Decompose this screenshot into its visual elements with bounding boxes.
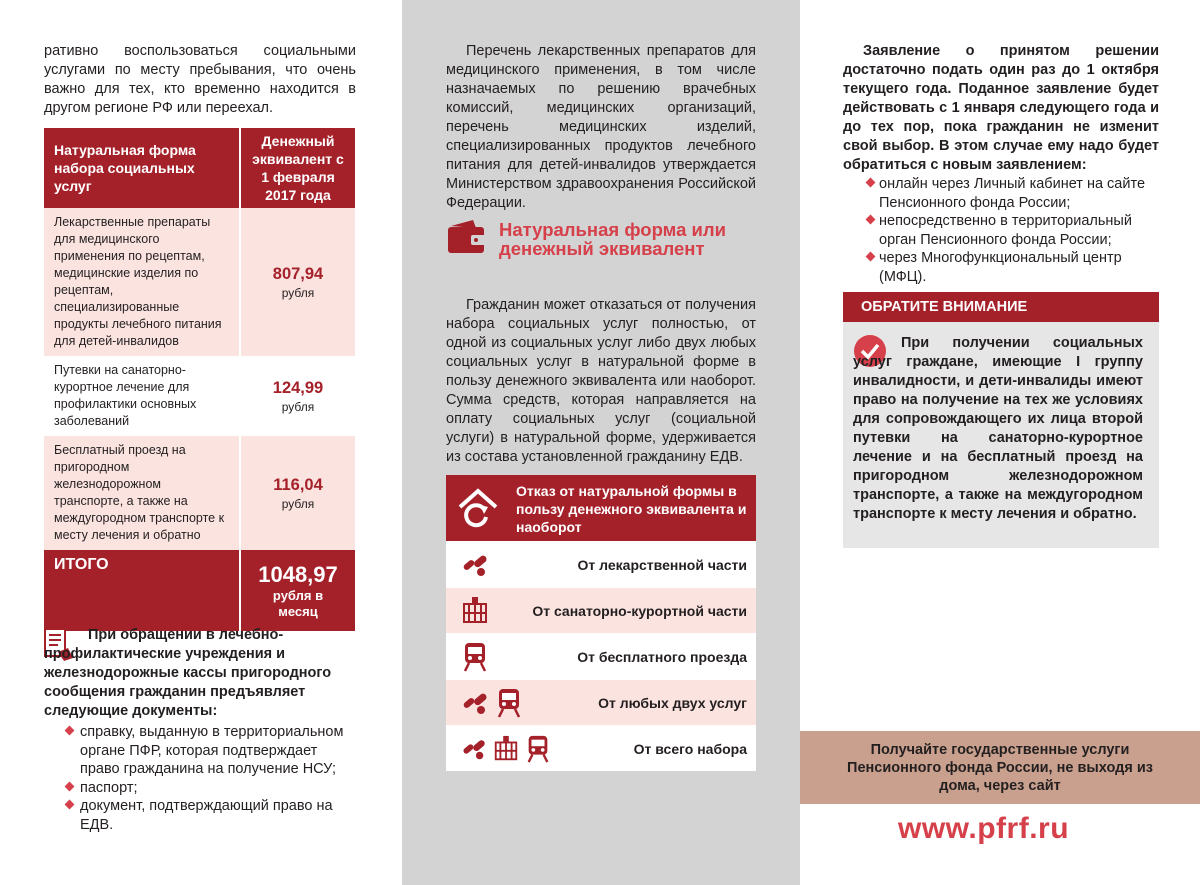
documents-lead: При обращении в лечебно-профилактические учреждения и железнодорожные кассы пригородного сообщения гражданин предъявляет следующие документы: — [44, 627, 332, 719]
sanatorium-icon — [492, 734, 520, 764]
diamond-bullet-icon — [65, 726, 75, 736]
pills-icon — [460, 734, 488, 764]
table-row — [44, 436, 355, 550]
list-item: документ, подтверждающий право на ЕДВ. — [44, 797, 356, 834]
application-section — [843, 42, 1159, 286]
option-row — [446, 541, 756, 587]
list-item: паспорт; — [44, 779, 356, 798]
refuse-text: Гражданин может отказаться от получения набора социальных услуг полностью, от одной из социальных услуг либо двух любых социальных услуг в натуральной форме в пользу денежного эквивалента или наоборот. Сумма средств, которая направляется на оплату социальных услуг (социальной услуги) в натуральной форме, удерживается из состава установленной гражданину ЕДВ. — [446, 297, 756, 465]
attention-text: При получении социальных услуг граждане, имеющие I группу инвалидности, и дети-инвалиды имеют право на получение на тех же условиях для сопровождающего их лица второй путевки на санаторно-курортное лечение и на бесплатный проезд на пригородном железнодорожном транспорте, а также на междугородном транспорте к месту лечения и обратно. — [853, 335, 1143, 522]
option-label: От санаторно-курортной части — [532, 602, 747, 619]
option-label: От всего набора — [633, 740, 747, 757]
list-item: через Многофункциональный центр (МФЦ). — [843, 249, 1159, 286]
intro-text-middle: Перечень лекарственных препаратов для медицинского применения, в том числе назначаемых по решению врачебных комиссий, медицинских организаций, перечень медицинских изделий, специализированных продуктов лечебного питания для детей-инвалидов утверждается Министерством здравоохранения Российской Федерации. — [446, 43, 756, 211]
diamond-bullet-icon — [866, 252, 876, 262]
table-header-natural: Натуральная форма набора социальных услуг — [44, 128, 240, 208]
row-price: 807,94 — [272, 264, 324, 283]
documents-section — [44, 626, 356, 834]
row-label: Лекарственные препараты для медицинского применения по рецептам, медицинские изделия по рецептам, специализированные продукты лечебного питания для детей-инвалидов — [44, 208, 240, 356]
option-label: От любых двух услуг — [598, 694, 747, 711]
row-unit: рубля — [281, 285, 315, 300]
option-row — [446, 679, 756, 725]
options-box — [446, 475, 756, 771]
application-text: Заявление о принятом решении достаточно подать один раз до 1 октября текущего года. Поданное заявление будет действовать с 1 января следующего года и до тех пор, пока гражданин не изменит свой выбор. В этом случае ему надо будет обратиться с новым заявлением: — [843, 43, 1159, 173]
house-return-icon — [456, 487, 500, 534]
attention-title: ОБРАТИТЕ ВНИМАНИЕ — [843, 292, 1159, 322]
train-icon — [494, 687, 524, 719]
options-header — [446, 475, 756, 541]
diamond-bullet-icon — [866, 178, 876, 188]
section-title: Натуральная форма или денежный эквивалент — [499, 219, 726, 259]
pills-icon — [460, 550, 490, 580]
total-unit: рубля в месяц — [272, 587, 324, 619]
option-label: От лекарственной части — [577, 556, 747, 573]
total-label: ИТОГО — [44, 550, 240, 631]
diamond-bullet-icon — [866, 215, 876, 225]
table-row — [44, 356, 355, 436]
row-price: 124,99 — [272, 378, 324, 397]
option-row — [446, 725, 756, 771]
intro-text-left: ративно воспользоваться социальными услугами по месту пребывания, что очень важно для тех, кто временно находится в другом регионе РФ или переехал. — [44, 43, 356, 116]
list-item: онлайн через Личный кабинет на сайте Пенсионного фонда России; — [843, 175, 1159, 212]
option-label: От бесплатного проезда — [577, 648, 747, 665]
options-title: Отказ от натуральной формы в пользу денежного эквивалента и наоборот — [516, 483, 747, 535]
wallet-icon — [445, 218, 489, 261]
train-icon — [460, 641, 490, 673]
table-row — [44, 208, 355, 356]
row-unit: рубля — [281, 399, 315, 414]
attention-box — [843, 292, 1159, 548]
site-link[interactable]: www.pfrf.ru — [898, 812, 1070, 845]
option-row — [446, 633, 756, 679]
gosuslugi-banner: Получайте государственные услуги Пенсионного фонда России, не выходя из дома, через сайт — [800, 731, 1200, 804]
list-item: справку, выданную в территориальном органе ПФР, которая подтверждает право гражданина на получение НСУ; — [44, 723, 356, 779]
list-item: непосредственно в территориальный орган Пенсионного фонда России; — [843, 212, 1159, 249]
row-label: Бесплатный проезд на пригородном железнодорожном транспорте, а также на междугородном транспорте к месту лечения и обратно — [44, 436, 240, 550]
row-unit: рубля — [281, 496, 315, 511]
table-header-money: Денежный эквивалент с 1 февраля 2017 года — [240, 128, 355, 208]
diamond-bullet-icon — [65, 781, 75, 791]
pills-icon — [460, 688, 490, 718]
diamond-bullet-icon — [65, 800, 75, 810]
services-table — [44, 128, 355, 631]
option-row — [446, 587, 756, 633]
train-icon — [524, 733, 552, 765]
row-price: 116,04 — [273, 475, 323, 494]
total-value: 1048,97 — [258, 561, 338, 587]
sanatorium-icon — [460, 596, 490, 626]
row-label: Путевки на санаторно-курортное лечение для профилактики основных заболеваний — [44, 356, 240, 436]
documents-list — [44, 723, 356, 834]
table-total-row — [44, 550, 355, 631]
table-header-row — [44, 128, 355, 208]
application-ways-list — [843, 175, 1159, 286]
